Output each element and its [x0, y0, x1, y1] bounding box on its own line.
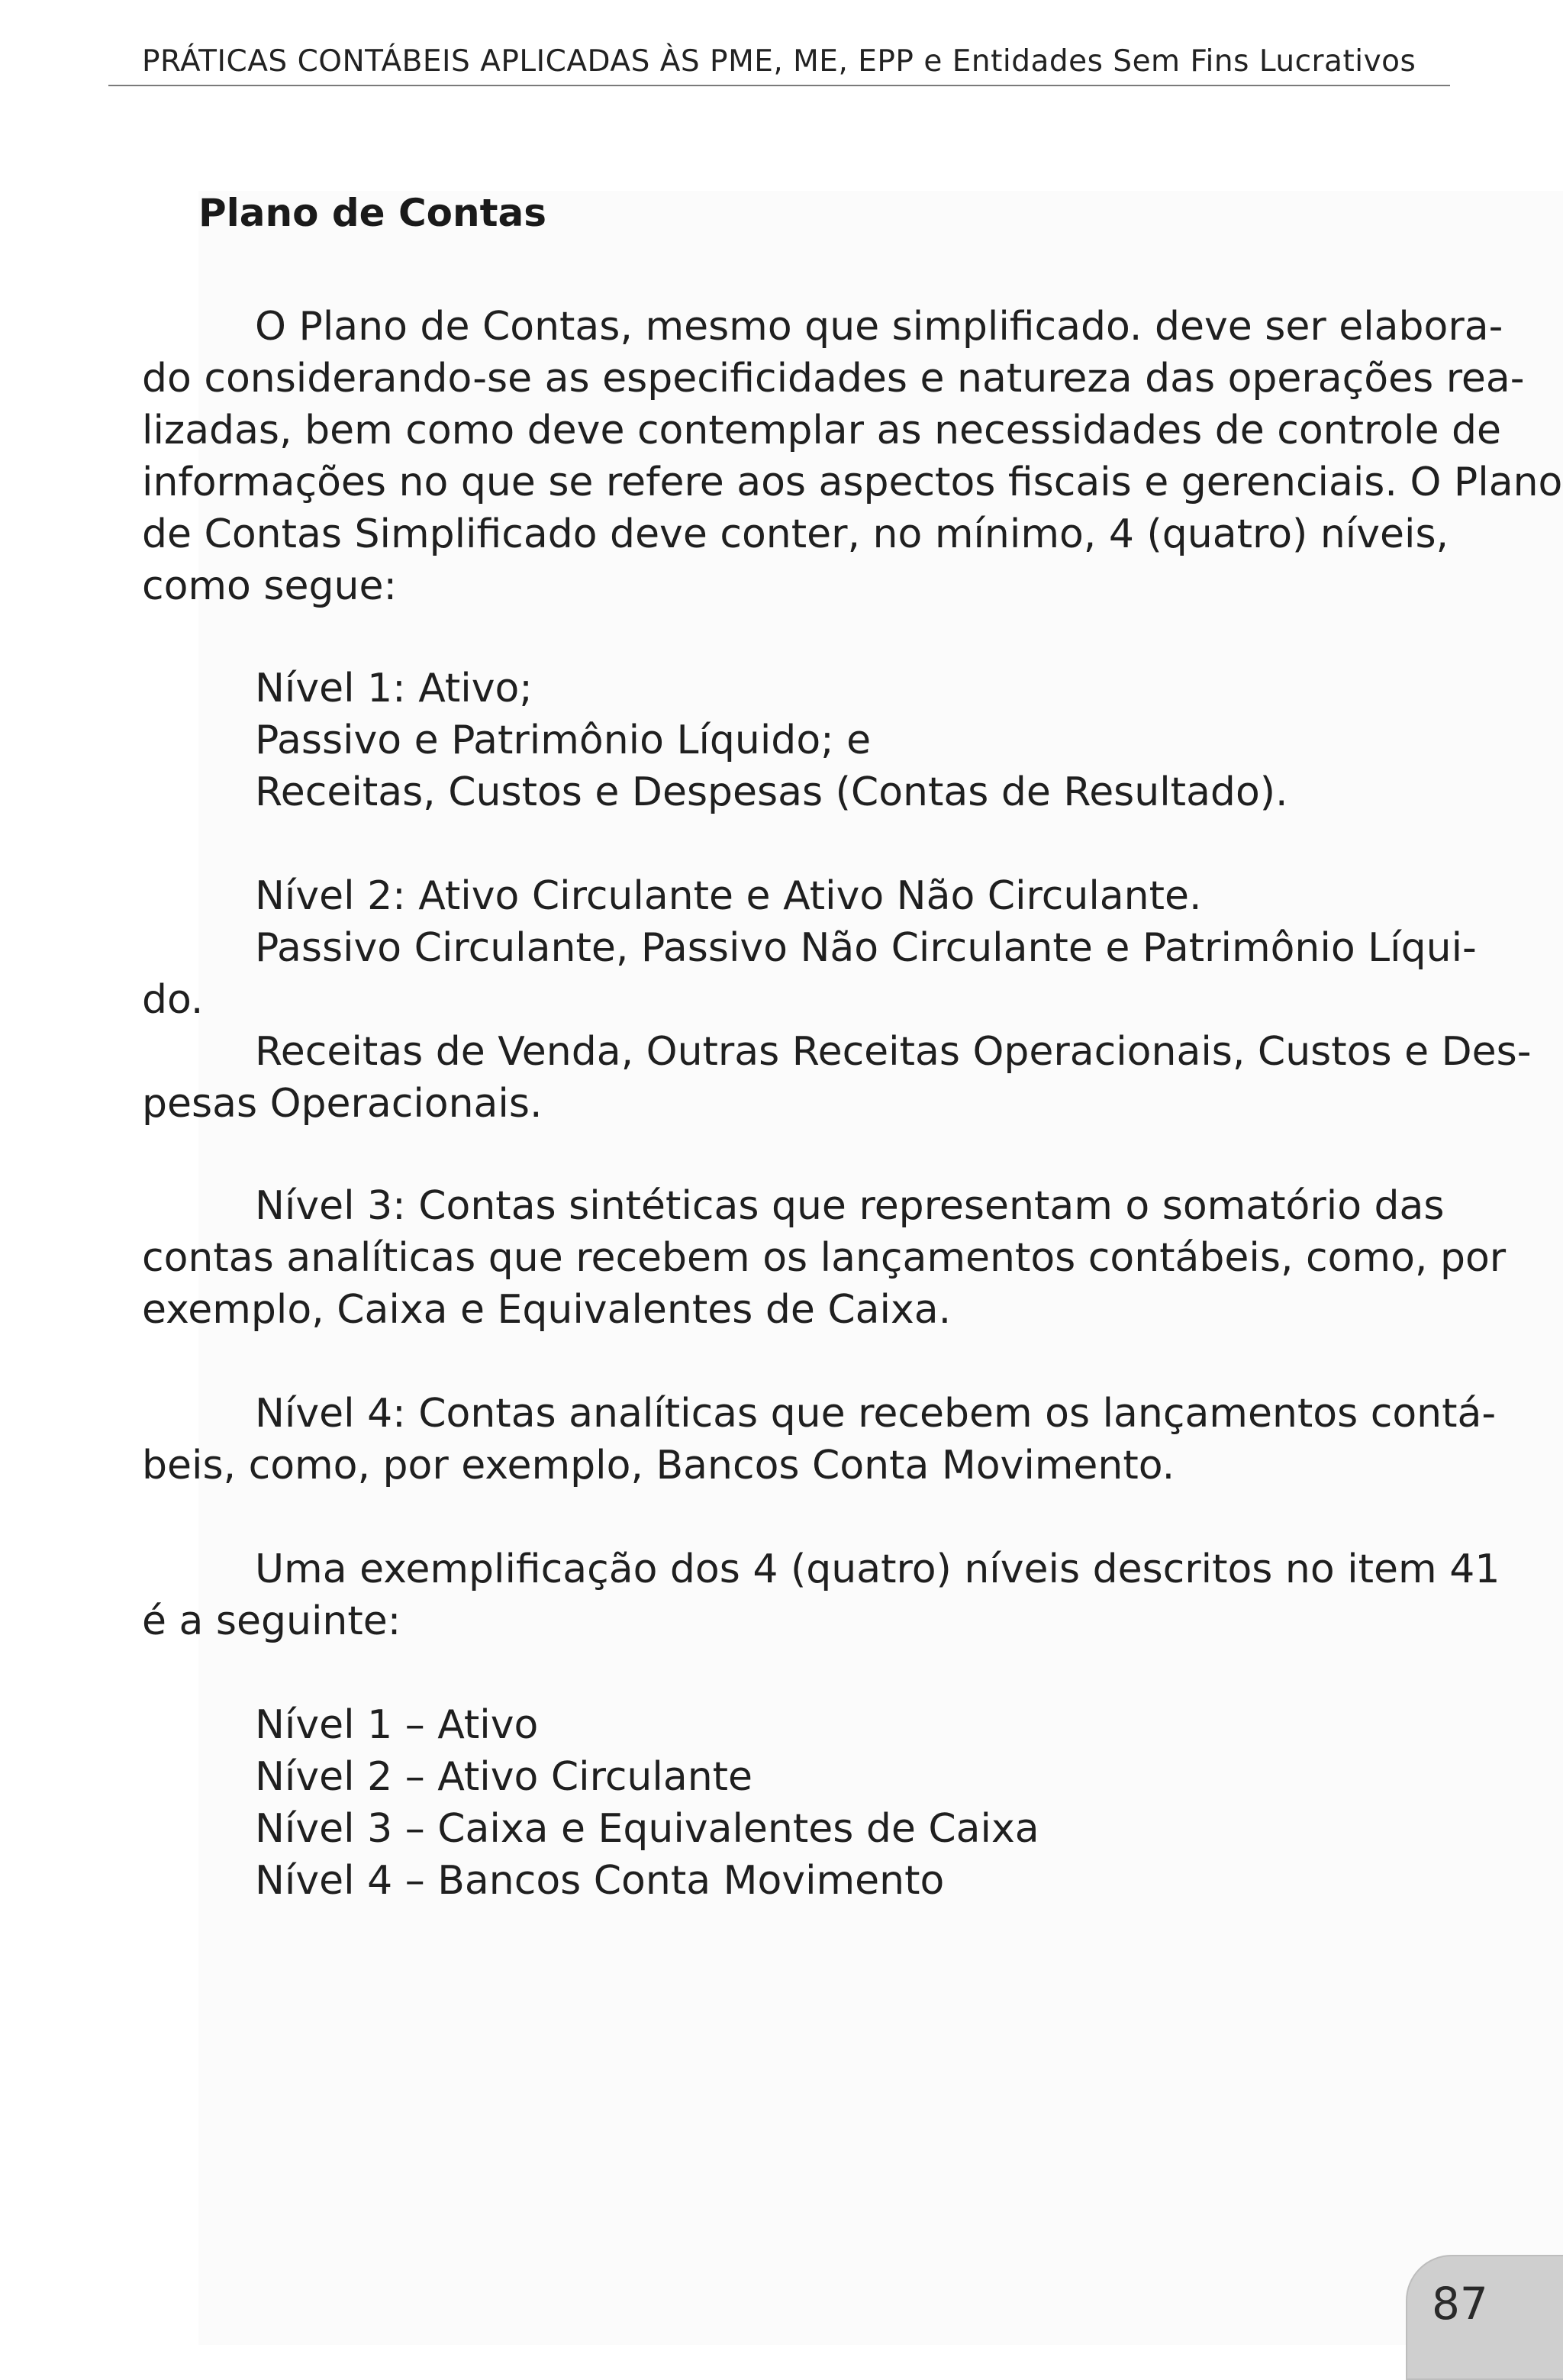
section-title: Plano de Contas: [198, 191, 547, 235]
example-intro-line: Uma exemplificação dos 4 (quatro) níveis descritos no item 41: [255, 1546, 1500, 1592]
paragraph-line: de Contas Simplificado deve conter, no mínimo, 4 (quatro) níveis,: [142, 511, 1449, 557]
example-list-item: Nível 2 – Ativo Circulante: [255, 1754, 753, 1800]
level-3-line: contas analíticas que recebem os lançamentos contábeis, como, por: [142, 1235, 1507, 1281]
level-4-line: Nível 4: Contas analíticas que recebem os lançamentos contá-: [255, 1391, 1497, 1437]
level-2-line: pesas Operacionais.: [142, 1081, 543, 1127]
page-number: 87: [1432, 2278, 1488, 2330]
level-1-line: Nível 1: Ativo;: [255, 666, 533, 711]
paragraph-line: O Plano de Contas, mesmo que simplificado. deve ser elabora-: [255, 304, 1503, 350]
level-2-line: do.: [142, 977, 204, 1023]
paragraph-line: como segue:: [142, 563, 397, 609]
paragraph-line: lizadas, bem como deve contemplar as necessidades de controle de: [142, 408, 1502, 453]
level-1-line: Receitas, Custos e Despesas (Contas de Resultado).: [255, 769, 1288, 815]
level-2-line: Passivo Circulante, Passivo Não Circulante e Patrimônio Líqui-: [255, 925, 1477, 971]
level-3-line: Nível 3: Contas sintéticas que representam o somatório das: [255, 1183, 1445, 1229]
example-list-item: Nível 3 – Caixa e Equivalentes de Caixa: [255, 1806, 1039, 1852]
level-1-line: Passivo e Patrimônio Líquido; e: [255, 718, 872, 763]
header-rule: [108, 85, 1450, 86]
level-2-line: Receitas de Venda, Outras Receitas Operacionais, Custos e Des-: [255, 1029, 1532, 1075]
running-header: PRÁTICAS CONTÁBEIS APLICADAS ÀS PME, ME, EPP e Entidades Sem Fins Lucrativos: [142, 44, 1416, 79]
example-intro-line: é a seguinte:: [142, 1598, 401, 1644]
level-3-line: exemplo, Caixa e Equivalentes de Caixa.: [142, 1287, 952, 1333]
paragraph-line: informações no que se refere aos aspectos fiscais e gerenciais. O Plano: [142, 460, 1563, 505]
level-4-line: beis, como, por exemplo, Bancos Conta Movimento.: [142, 1443, 1175, 1488]
paragraph-line: do considerando-se as especificidades e natureza das operações rea-: [142, 356, 1525, 402]
example-list-item: Nível 4 – Bancos Conta Movimento: [255, 1858, 945, 1904]
example-list-item: Nível 1 – Ativo: [255, 1702, 539, 1748]
level-2-line: Nível 2: Ativo Circulante e Ativo Não Circulante.: [255, 873, 1202, 919]
